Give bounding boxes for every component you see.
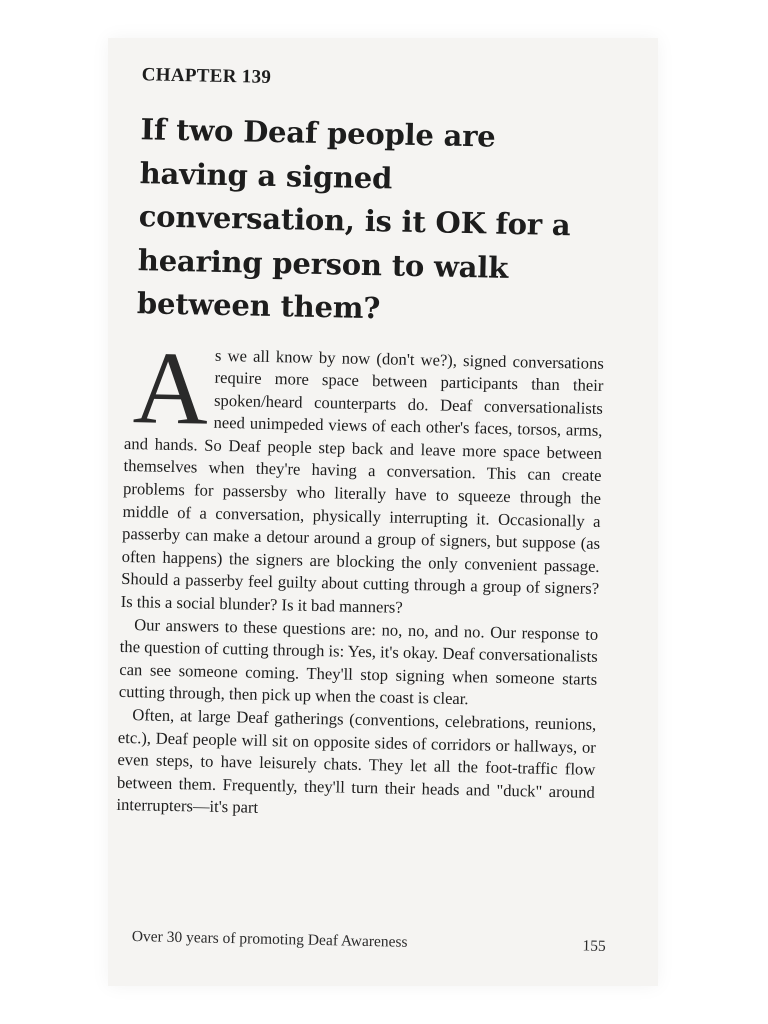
drop-cap: A (132, 329, 210, 447)
chapter-label: CHAPTER 139 (141, 64, 272, 88)
body-text (116, 329, 605, 826)
running-footer: Over 30 years of promoting Deaf Awareness (131, 928, 408, 951)
paragraph-3: Often, at large Deaf gatherings (conventions, celebrations, reunions, etc.), Deaf people will sit on opposite sides of corridors or hallways, or even steps, to have leisurely chats. They let all the foot-traffic flow between them. Frequently, they'll turn their heads and "duck" around interrupters—it's part (116, 705, 597, 818)
page-number: 155 (582, 937, 606, 955)
paragraph-2: Our answers to these questions are: no, no, and no. Our response to the question of cutting through is: Yes, it's okay. Deaf conversationalists can see someone coming. They'll stop signing when someone starts cutting through, then pick up when the coast is clear. (118, 614, 599, 709)
page-content (116, 64, 610, 827)
paragraph-1-text: s we all know by now (don't we?), signed conversations require more space between participants than their spoken/heard counterparts do. Deaf conversationalists need unimpeded views of each other's faces, torsos, arms, and hands. So Deaf people step back and leave more space between themselves when they're having a conversation. This can create problems for passersby who literally have to squeeze through the middle of a conversation, physically interrupting it. Occasionally a passerby can make a detour around a group of signers, but suppose (as often happens) the signers are blocking the only convenient passage. Should a passerby feel guilty about cutting through a group of signers? Is this a social blunder? Is it bad manners? (120, 345, 605, 617)
chapter-title: If two Deaf people are having a signed conversation, is it OK for a hearing person to walk between them? (136, 112, 571, 326)
paragraph-1 (120, 329, 605, 623)
